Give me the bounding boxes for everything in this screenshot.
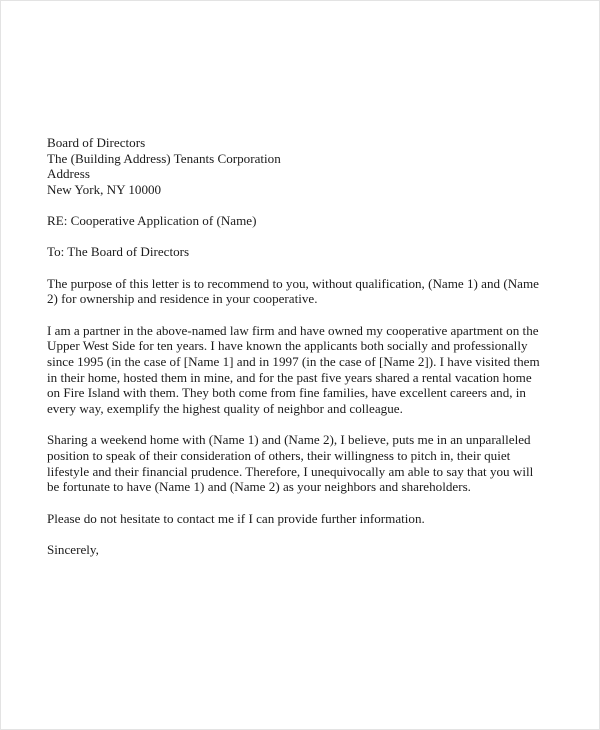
spacer-after-salutation [47,260,547,276]
spacer-before-signoff [47,526,547,542]
subject-line: RE: Cooperative Application of (Name) [47,213,257,229]
spacer-after-subject [47,229,547,244]
paragraph-endorsement: Sharing a weekend home with (Name 1) and (Name 2), I believe, puts me in an unparalleled position to speak of their consideration of others, their willingness to pitch in, their quiet lifestyle and their financial prudence. Therefore, I unequivocally am able to say that you will be fortunate to have (Name 1) and (Name 2) as your neighbors and shareholders. [47,432,534,495]
spacer-paragraph-2 [47,416,547,432]
closing-request: Please do not hesitate to contact me if I can provide further information. [47,510,425,526]
recipient-address-line-2: The (Building Address) Tenants Corporation [47,150,281,166]
paragraph-purpose: The purpose of this letter is to recommend to you, without qualification, (Name 1) and (Name 2) for ownership and residence in your cooperative. [47,275,539,307]
signoff: Sincerely, [47,542,99,558]
spacer-paragraph-1 [47,307,547,323]
paragraph-background: I am a partner in the above-named law firm and have owned my cooperative apartment on the Upper West Side for ten years. I have known the applicants both socially and professionally since 1995 (in the case of [Name 1] and in 1997 (in the case of [Name 2]). I have visited them in their home, hosted them in mine, and for the past five years shared a rental vacation home on Fire Island with them. They both come from fine families, have excellent careers and, in every way, exemplify the highest quality of neighbor and colleague. [47,322,540,416]
recipient-address-line-3: Address [47,166,90,182]
letter-body [47,135,547,558]
spacer-paragraph-3 [47,495,547,511]
salutation: To: The Board of Directors [47,243,190,259]
recipient-address-line-4: New York, NY 10000 [47,181,162,197]
recipient-address-block [47,135,547,197]
recipient-address-line-1: Board of Directors [47,135,146,150]
spacer-after-address [47,197,547,213]
